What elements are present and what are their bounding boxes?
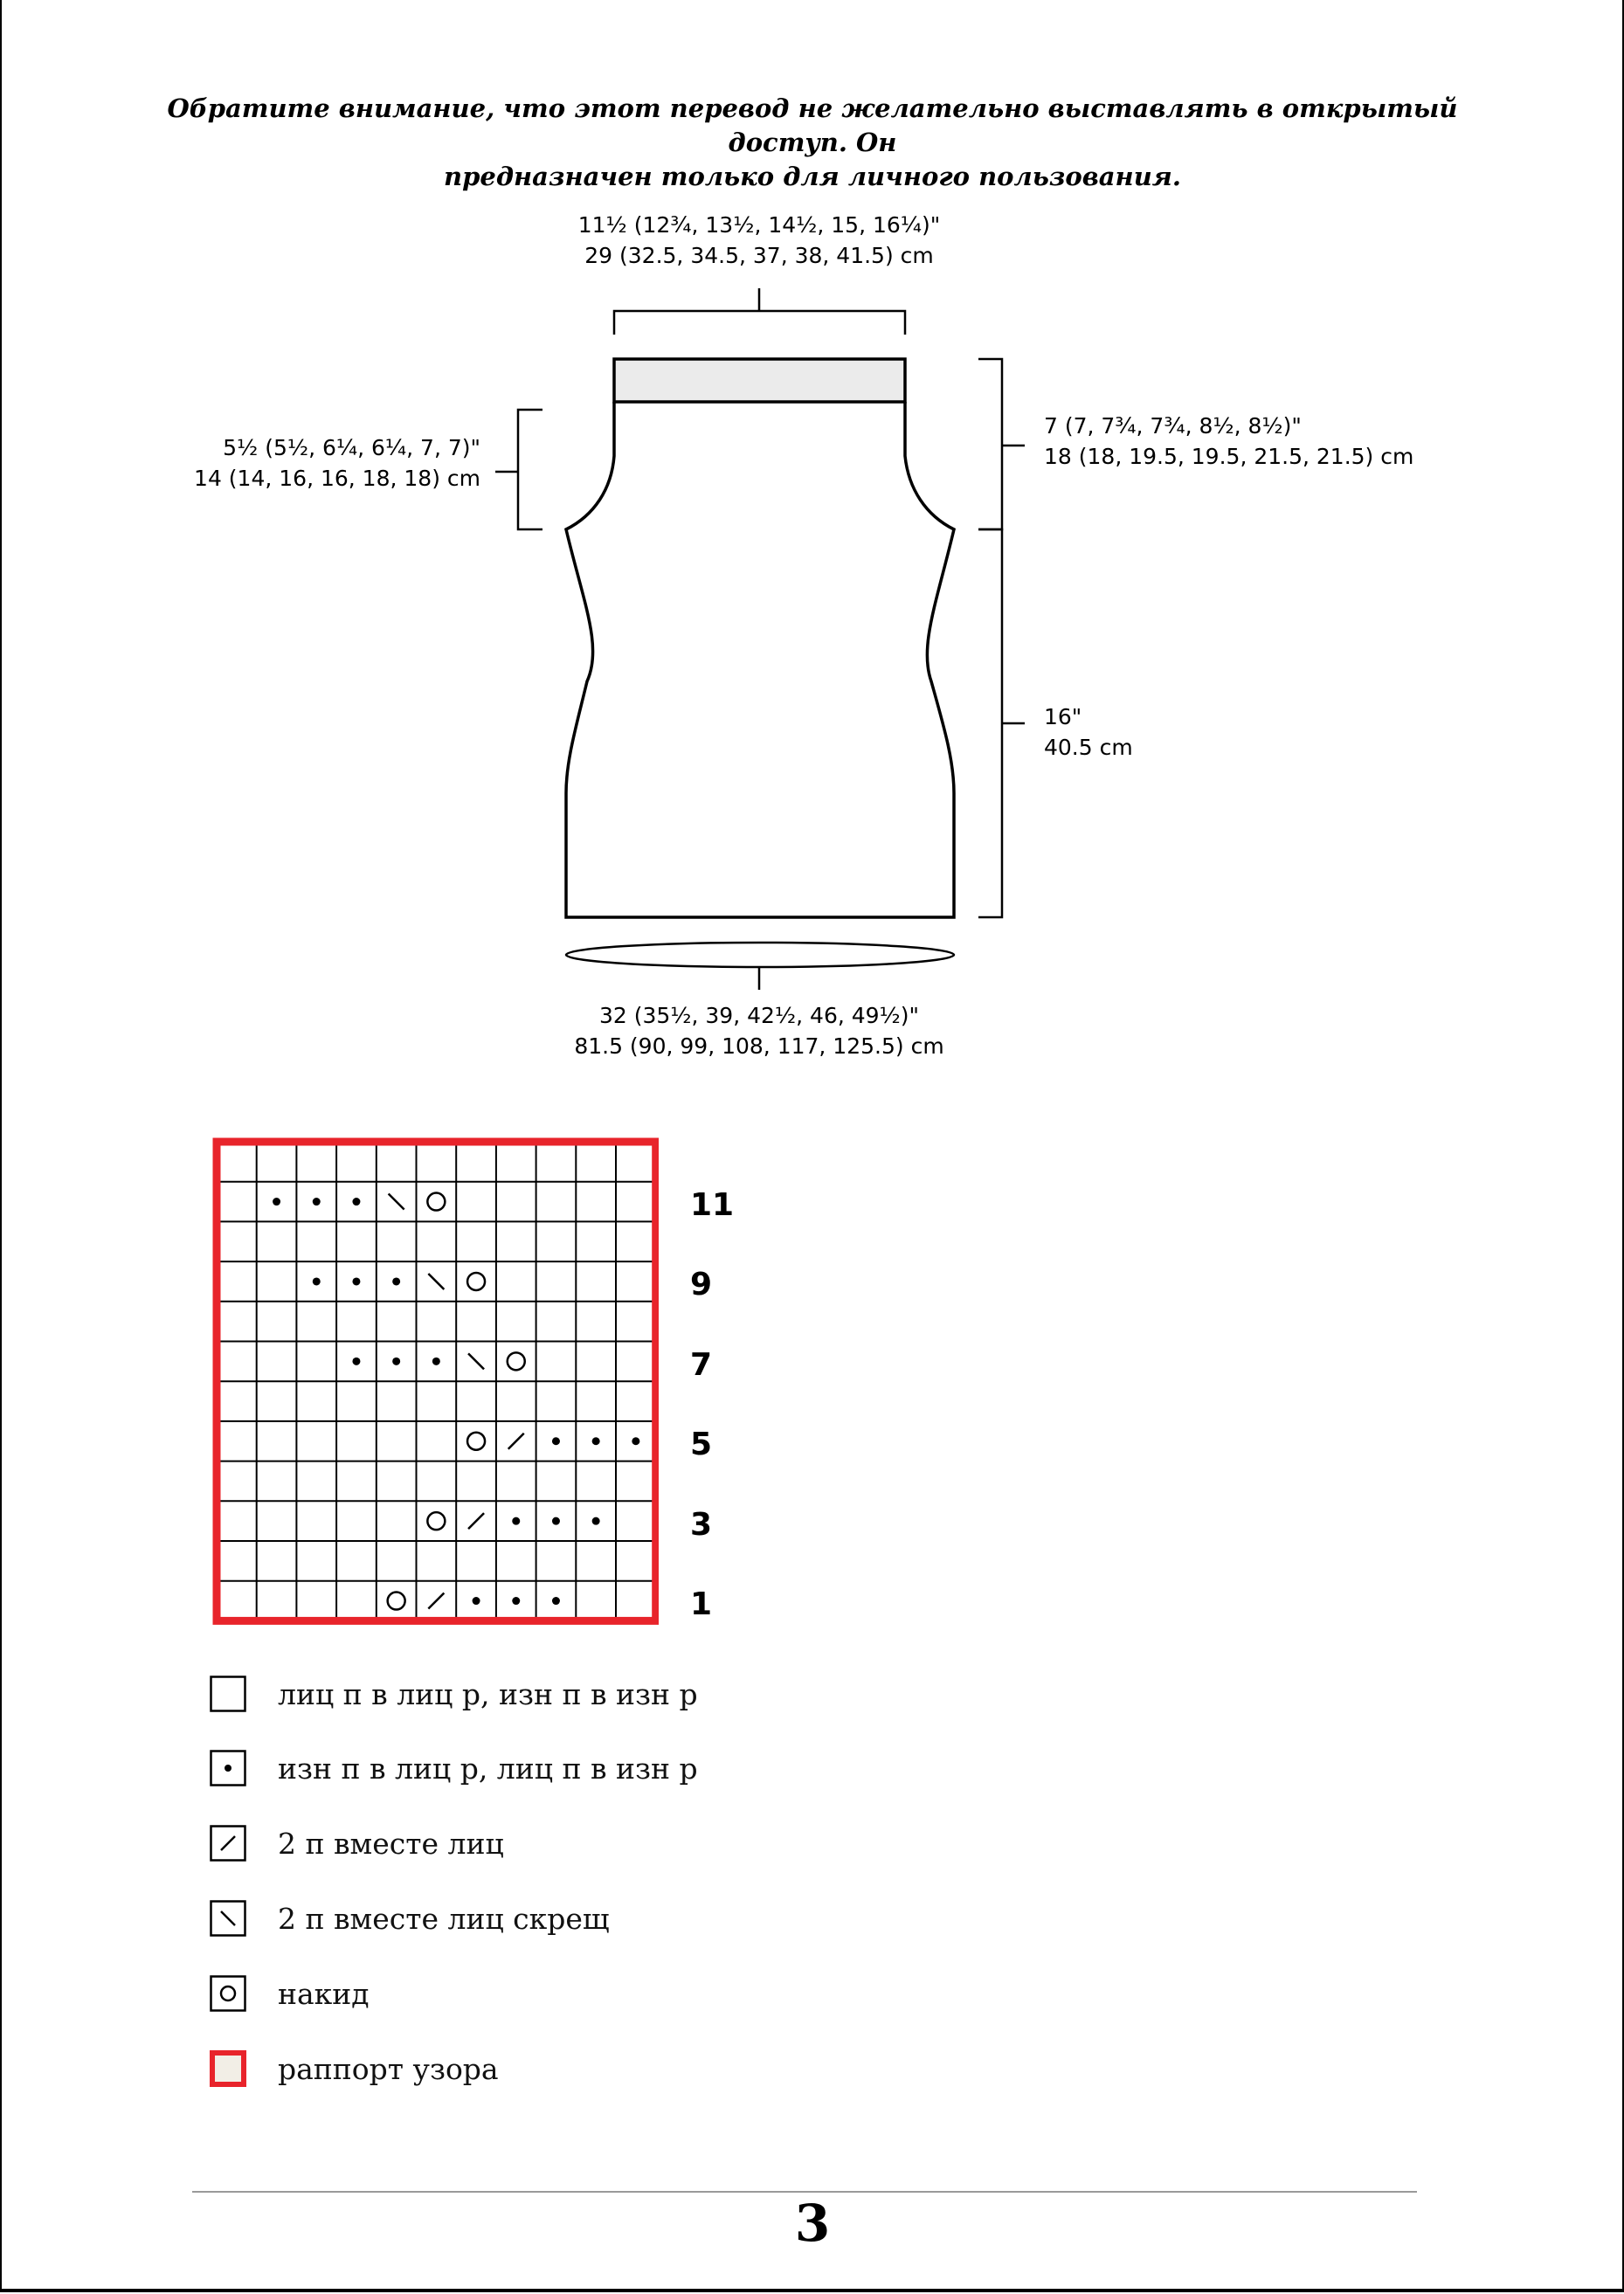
row-number-9: 9 — [690, 1267, 713, 1302]
row-number-11: 11 — [690, 1187, 735, 1223]
body-length-bracket — [978, 529, 1025, 917]
upper-length-bracket — [978, 359, 1025, 529]
yarnover-stitch-icon — [210, 1975, 246, 2012]
armhole-bracket — [495, 410, 542, 529]
bottom-circumference-ellipse — [566, 943, 954, 967]
notice-line-2: предназначен только для личного пользования. — [444, 162, 1181, 191]
garment-schematic — [0, 0, 1624, 1101]
purl-dot — [552, 1517, 560, 1525]
page-number: 3 — [794, 2194, 831, 2253]
purl-dot — [352, 1198, 360, 1206]
lace-chart-grid — [208, 1133, 659, 1626]
notice-line-1: Обратите внимание, что этот перевод не желательно выставлять в открытый доступ. Он — [167, 93, 1458, 157]
armhole-depth-label: 5½ (5½, 6¼, 6¼, 7, 7)" 14 (14, 16, 16, 18, 18) cm — [194, 435, 480, 491]
top-width-bracket — [614, 288, 905, 335]
purl-dot — [273, 1198, 280, 1206]
bottom-width-label: 32 (35½, 39, 42½, 46, 49½)" 81.5 (90, 99, 108, 117, 125.5) cm — [574, 1003, 944, 1059]
ssk-stitch-icon — [210, 1900, 246, 1937]
row-number-1: 1 — [690, 1586, 713, 1622]
purl-dot — [392, 1277, 400, 1285]
knit-stitch-icon — [210, 1676, 246, 1712]
purl-stitch-icon — [210, 1750, 246, 1786]
purl-dot — [432, 1358, 440, 1365]
body-length-label: 16" 40.5 cm — [1044, 704, 1133, 760]
purl-dot — [592, 1437, 600, 1445]
purl-dot — [592, 1517, 600, 1525]
top-width-label: 11½ (12¾, 13½, 14½, 15, 16¼)" 29 (32.5, 34.5, 37, 38, 41.5) cm — [577, 212, 941, 268]
lace-chart — [208, 1133, 659, 1629]
upper-length-label: 7 (7, 7¾, 7¾, 8½, 8½)" 18 (18, 19.5, 19.5, 21.5, 21.5) cm — [1044, 413, 1414, 469]
row-number-3: 3 — [690, 1507, 713, 1543]
purl-dot — [512, 1517, 520, 1525]
purl-dot — [473, 1597, 480, 1605]
purl-dot — [552, 1437, 560, 1445]
body-outline — [566, 402, 954, 917]
row-number-7: 7 — [690, 1347, 713, 1383]
k2tog-stitch-icon — [210, 1825, 246, 1862]
purl-dot — [632, 1437, 639, 1445]
purl-dot — [313, 1277, 321, 1285]
purl-dot — [352, 1358, 360, 1365]
row-number-5: 5 — [690, 1427, 713, 1462]
purl-dot — [552, 1597, 560, 1605]
neckband-shape — [614, 359, 905, 402]
pattern-repeat-icon — [210, 2050, 246, 2087]
purl-dot — [352, 1277, 360, 1285]
purl-dot — [313, 1198, 321, 1206]
purl-dot — [512, 1597, 520, 1605]
purl-dot — [392, 1358, 400, 1365]
